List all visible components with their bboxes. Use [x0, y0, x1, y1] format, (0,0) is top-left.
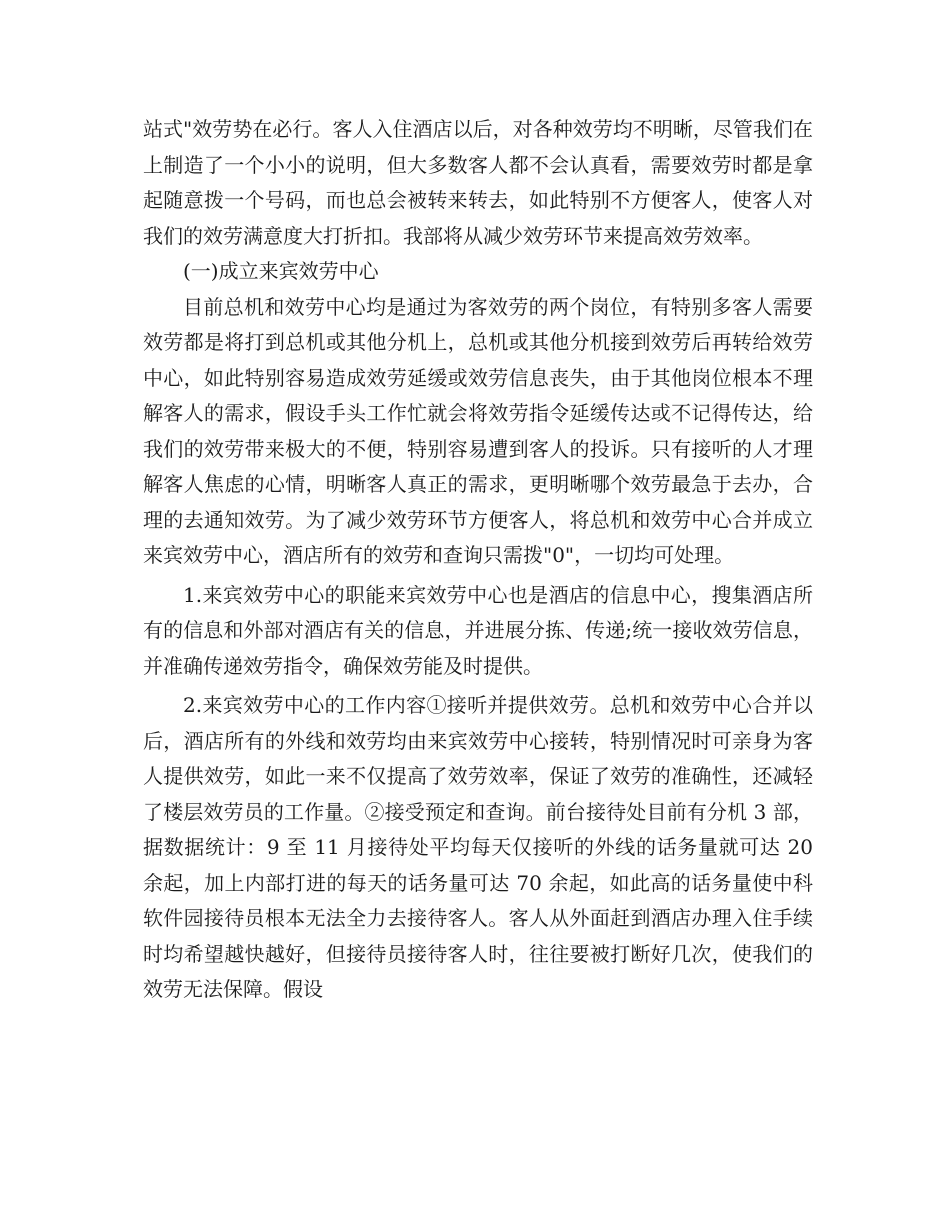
paragraph-function: 1.来宾效劳中心的职能来宾效劳中心也是酒店的信息中心，搜集酒店所有的信息和外部对酒店有关的信息，并进展分拣、传递;统一接收效劳信息，并准确传递效劳指令，确保效劳能及时提供。 [143, 582, 813, 678]
section-heading: (一)成立来宾效劳中心 [183, 259, 379, 283]
paragraph-background: 目前总机和效劳中心均是通过为客效劳的两个岗位，有特别多客人需要效劳都是将打到总机或其他分机上，总机或其他分机接到效劳后再转给效劳中心，如此特别容易造成效劳延缓或效劳信息丧失，由于其他岗位根本不理解客人的需求，假设手头工作忙就会将效劳指令延缓传达或不记得传达，给我们的效劳带来极大的不便，特别容易遭到客人的投诉。只有接听的人才理解客人焦虑的心情，明晰客人真正的需求，更明晰哪个效劳最急于去办，合理的去通知效劳。为了减少效劳环节方便客人，将总机和效劳中心合并成立来宾效劳中心，酒店所有的效劳和查询只需拨"0"，一切均可处理。 [143, 294, 813, 567]
document-body [143, 112, 813, 1008]
paragraph-intro: 站式"效劳势在必行。客人入住酒店以后，对各种效劳均不明晰，尽管我们在上制造了一个小小的说明，但大多数客人都不会认真看，需要效劳时都是拿起随意拨一个号码，而也总会被转来转去，如此特别不方便客人，使客人对我们的效劳满意度大打折扣。我部将从减少效劳环节来提高效劳效率。 [143, 117, 813, 248]
paragraph-work-content: 2.来宾效劳中心的工作内容①接听并提供效劳。总机和效劳中心合并以后，酒店所有的外线和效劳均由来宾效劳中心接转，特别情况时可亲身为客人提供效劳，如此一来不仅提高了效劳效率，保证了效劳的准确性，还减轻了楼层效劳员的工作量。②接受预定和查询。前台接待处目前有分机 3 部，据数据统计：9 至 11 月接待处平均每天仅接听的外线的话务量就可达 20 余起，加上内部打进的每天的话务量可达 70 余起，如此高的话务量使中科软件园接待员根本无法全力去接待客人。客人从外面赶到酒店办理入住手续时均希望越快越好，但接待员接待客人时，往往要被打断好几次，使我们的效劳无法保障。假设 [143, 693, 813, 1001]
